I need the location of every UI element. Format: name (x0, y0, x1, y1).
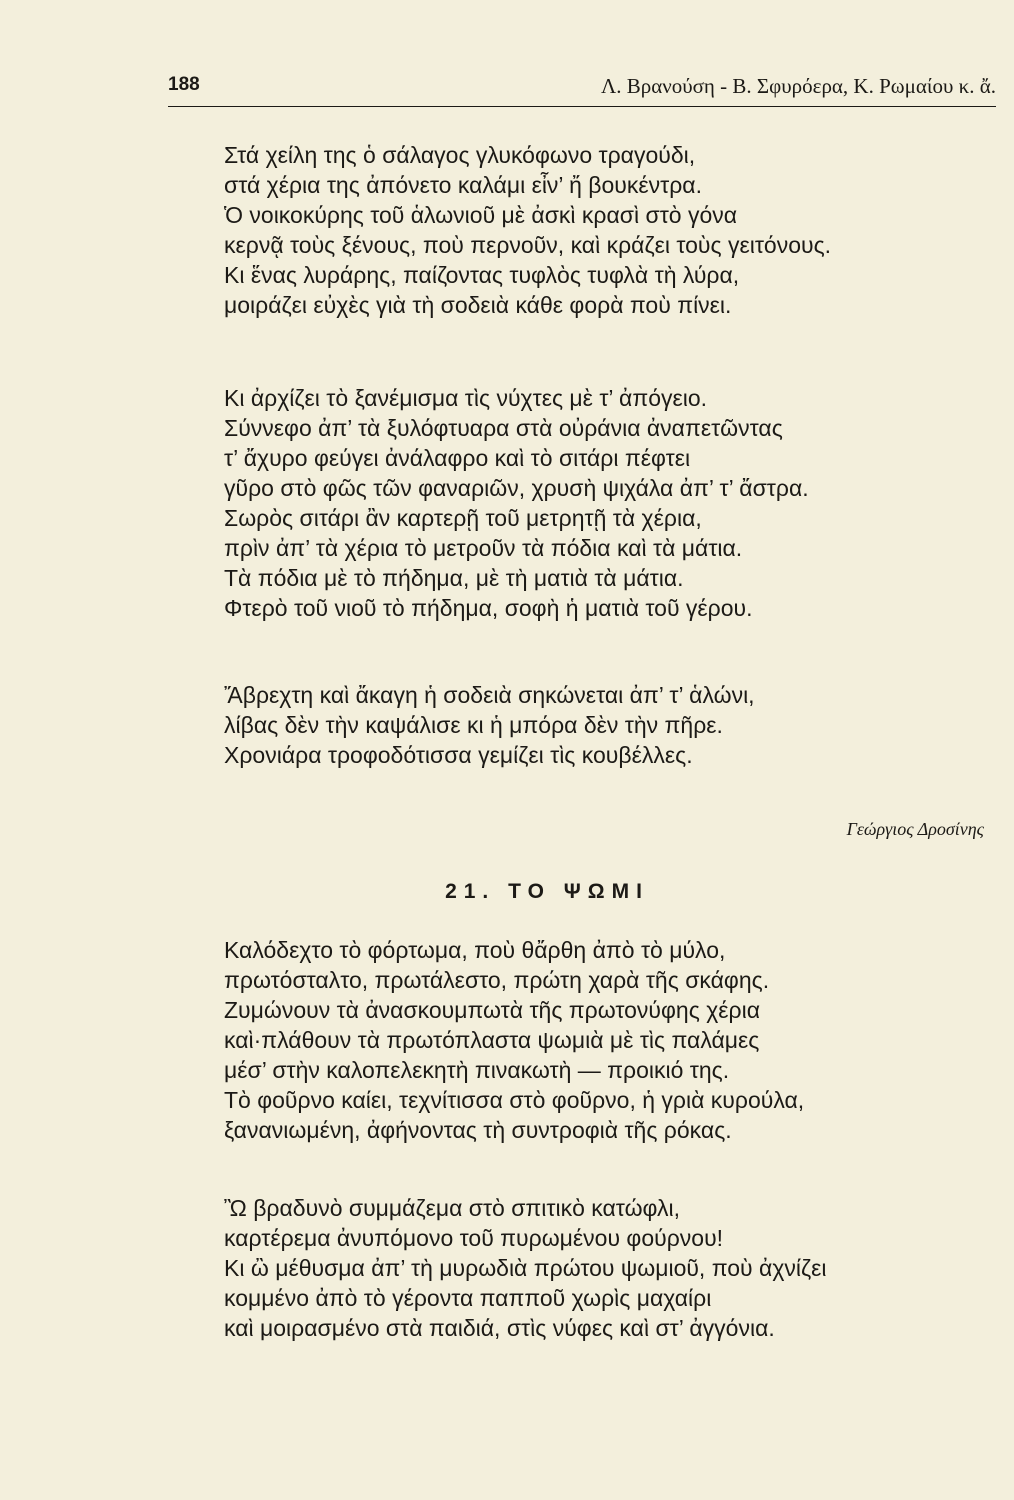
poem-stanza-2 (224, 383, 1004, 623)
section-title-text: ΤΟ ΨΩΜΙ (508, 880, 649, 903)
poem-author: Γεώργιος Δροσίνης (846, 819, 984, 839)
poem-line: Κι ὢ μέθυσμα ἀπ’ τὴ μυρωδιὰ πρώτου ψωμιοῦ, ποὺ ἀχνίζει (224, 1255, 827, 1281)
running-head: Λ. Βρανούση - Β. Σφυρόερα, Κ. Ρωμαίου κ. ἄ. (601, 74, 996, 98)
poem-line: Ὁ νοικοκύρης τοῦ ἁλωνιοῦ μὲ ἀσκὶ κρασὶ στὸ γόνα (224, 202, 738, 228)
poem-line: κομμένο ἀπὸ τὸ γέροντα παπποῦ χωρὶς μαχαίρι (224, 1285, 712, 1311)
poem-line: Τὰ πόδια μὲ τὸ πήδημα, μὲ τὴ ματιὰ τὰ μάτια. (224, 565, 684, 591)
poem-line: Σωρὸς σιτάρι ἂν καρτερῇ τοῦ μετρητῇ τὰ χέρια, (224, 505, 702, 531)
poem-line: Ζυμώνουν τὰ ἀνασκουμπωτὰ τῆς πρωτονύφης χέρια (224, 997, 761, 1023)
poem-line: μοιράζει εὐχὲς γιὰ τὴ σοδειὰ κάθε φορὰ ποὺ πίνει. (224, 292, 732, 318)
poem-line: Τὸ φοῦρνο καίει, τεχνίτισσα στὸ φοῦρνο, ἡ γριὰ κυρούλα, (224, 1087, 805, 1113)
poem-line: ξανανιωμένη, ἀφήνοντας τὴ συντροφιὰ τῆς ρόκας. (224, 1117, 732, 1143)
poem-line: Ἄβρεχτη καὶ ἄκαγη ἡ σοδειὰ σηκώνεται ἀπ’ τ’ ἁλώνι, (224, 682, 755, 708)
header-rule (168, 106, 996, 107)
poem-line: τ’ ἄχυρο φεύγει ἀνάλαφρο καὶ τὸ σιτάρι πέφτει (224, 445, 691, 471)
poem-line: πρὶν ἀπ’ τὰ χέρια τὸ μετροῦν τὰ πόδια καὶ τὰ μάτια. (224, 535, 743, 561)
section-heading (0, 880, 1014, 904)
poem-line: καρτέρεμα ἀνυπόμονο τοῦ πυρωμένου φούρνου! (224, 1225, 724, 1251)
poem-stanza-3 (224, 680, 1004, 770)
page-header (168, 70, 996, 104)
poem-line: κερνᾷ τοὺς ξένους, ποὺ περνοῦν, καὶ κράζει τοὺς γειτόνους. (224, 232, 832, 258)
poem-stanza-1 (224, 140, 1004, 320)
poem-line: Ὢ βραδυνὸ συμμάζεμα στὸ σπιτικὸ κατώφλι, (224, 1195, 681, 1221)
poem-line: Σύννεφο ἀπ’ τὰ ξυλόφτυαρα στὰ οὐράνια ἀναπετῶντας (224, 415, 783, 441)
poem-line: Κι ἀρχίζει τὸ ξανέμισμα τὶς νύχτες μὲ τ’ ἀπόγειο. (224, 385, 708, 411)
poem2-stanza-1 (224, 935, 1004, 1145)
poem-line: πρωτόσταλτο, πρωτάλεστο, πρώτη χαρὰ τῆς σκάφης. (224, 967, 770, 993)
poem-line: καὶ μοιρασμένο στὰ παιδιά, στὶς νύφες καὶ στ’ ἀγγόνια. (224, 1315, 775, 1341)
poem-line: Στά χείλη της ὁ σάλαγος γλυκόφωνο τραγούδι, (224, 142, 696, 168)
poem-line: καὶ·πλάθουν τὰ πρωτόπλαστα ψωμιὰ μὲ τὶς παλάμες (224, 1027, 760, 1053)
poem-line: γῦρο στὸ φῶς τῶν φαναριῶν, χρυσὴ ψιχάλα ἀπ’ τ’ ἄστρα. (224, 475, 809, 501)
poem2-stanza-2 (224, 1193, 1004, 1343)
poem-line: λίβας δὲν τὴν καψάλισε κι ἡ μπόρα δὲν τὴν πῆρε. (224, 712, 723, 738)
poem-line: μέσ’ στὴν καλοπελεκητὴ πινακωτὴ — προικιό της. (224, 1057, 730, 1083)
poem-line: Χρονιάρα τροφοδότισσα γεμίζει τὶς κουβέλλες. (224, 742, 693, 768)
section-number: 21. (445, 880, 496, 903)
poem-line: Κι ἕνας λυράρης, παίζοντας τυφλὸς τυφλὰ τὴ λύρα, (224, 262, 740, 288)
page-number: 188 (168, 74, 200, 95)
poem-line: Καλόδεχτο τὸ φόρτωμα, ποὺ θἄρθη ἀπὸ τὸ μύλο, (224, 937, 726, 963)
poem-line: Φτερὸ τοῦ νιοῦ τὸ πήδημα, σοφὴ ἡ ματιὰ τοῦ γέρου. (224, 595, 753, 621)
poem-line: στά χέρια της ἀπόνετο καλάμι εἶν’ ἤ βουκέντρα. (224, 172, 702, 198)
